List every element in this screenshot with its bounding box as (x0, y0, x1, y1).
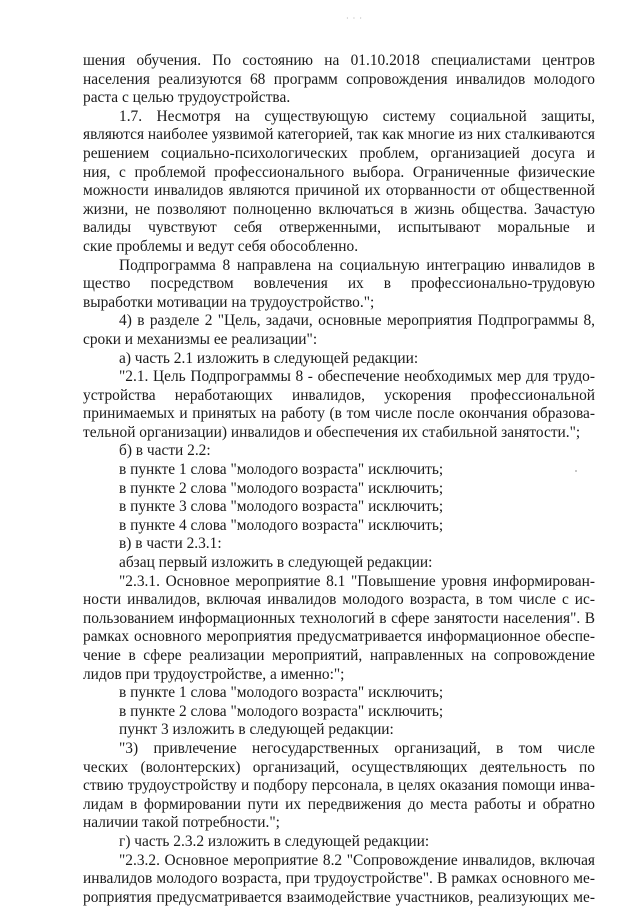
page-number-mark: · · · (346, 14, 363, 23)
text-line: являются наиболее уязвимой категорией, так как многие из них сталкиваются (83, 126, 595, 144)
text-line: валиды чувствуют себя отверженными, испытывают моральные и (83, 219, 595, 237)
document-body (83, 52, 595, 907)
text-line: рамках основного мероприятия предусматривается информационное обеспе- (83, 628, 595, 646)
text-line: тельной организации) инвалидов и обеспечения их стабильной занятости."; (83, 423, 581, 441)
text-line: сроки и механизмы ее реализации": (83, 330, 318, 348)
text-line: щество посредством вовлечения их в профессионально-трудовую (83, 275, 595, 293)
text-line: пользованием информационных технологий в сфере занятости населения". В (83, 609, 595, 627)
text-line: раста с целью трудоустройства. (83, 89, 291, 107)
text-line: 4) в разделе 2 "Цель, задачи, основные мероприятия Подпрограммы 8, (119, 312, 595, 330)
text-line: ствию трудоустройству и подбору персонала, в целях оказания помощи инва- (83, 777, 595, 795)
text-line: ности инвалидов, включая инвалидов молодого возраста, в том числе с ис- (83, 591, 595, 609)
text-line: в пункте 1 слова "молодого возраста" исключить; (119, 461, 444, 479)
text-line: а) часть 2.1 изложить в следующей редакции: (119, 349, 419, 367)
text-line: "2.1. Цель Подпрограммы 8 - обеспечение необходимых мер для трудо- (119, 368, 595, 386)
text-line: чение в сфере реализации мероприятий, направленных на сопровождение (83, 647, 595, 664)
text-line: принимаемых и принятых на работу (в том числе после окончания образова- (83, 405, 595, 423)
text-line: "3) привлечение негосударственных организаций, в том числе (119, 739, 595, 757)
text-line: абзац первый изложить в следующей редакции: (119, 554, 433, 572)
text-line: б) в части 2.2: (119, 442, 211, 460)
text-line: жизни, не позволяют полноценно включаться в жизнь общества. Зачастую (83, 200, 595, 218)
text-line: населения реализуются 68 программ сопровождения инвалидов молодого (83, 70, 595, 88)
text-line: шения обучения. По состоянию на 01.10.2018 специалистами центров (83, 52, 595, 69)
text-line: Подпрограмма 8 направлена на социальную интеграцию инвалидов в (119, 256, 595, 274)
text-line: ния, с проблемой профессионального выбора. Ограниченные физические (83, 163, 595, 181)
text-line: лидам в формировании пути их передвижения до места работы и обратно (83, 795, 595, 813)
text-line: наличии такой потребности."; (83, 814, 280, 832)
text-line: инвалидов молодого возраста, при трудоустройстве". В рамках основного ме- (83, 870, 595, 888)
text-line: устройства неработающих инвалидов, ускорения профессиональной (83, 386, 595, 404)
text-line: "2.3.2. Основное мероприятие 8.2 "Сопровождение инвалидов, включая (119, 851, 595, 869)
text-line: в пункте 4 слова "молодого возраста" исключить; (119, 516, 444, 534)
text-line: ские проблемы и ведут себя обособленно. (83, 237, 359, 255)
text-line: в пункте 2 слова "молодого возраста" исключить; (119, 479, 444, 497)
text-line: г) часть 2.3.2 изложить в следующей редакции: (119, 832, 430, 850)
text-line: роприятия предусматривается взаимодействие участников, реализующих ме- (83, 888, 595, 906)
text-line: пункт 3 изложить в следующей редакции: (119, 721, 394, 739)
text-line: ческих (волонтерских) организаций, осуществляющих деятельность по (83, 758, 595, 776)
text-line: решением социально-психологических проблем, организацией досуга и (83, 144, 595, 162)
text-line: можности инвалидов являются причиной их оторванности от общественной (83, 182, 595, 200)
text-line: лидов при трудоустройстве, а именно:"; (83, 665, 345, 683)
text-line: 1.7. Несмотря на существующую систему социальной защиты, (119, 107, 595, 125)
text-line: в пункте 2 слова "молодого возраста" исключить; (119, 702, 444, 720)
text-line: в) в части 2.3.1: (119, 535, 222, 553)
text-line: "2.3.1. Основное мероприятие 8.1 "Повышение уровня информирован- (119, 572, 595, 590)
text-line: в пункте 3 слова "молодого возраста" исключить; (119, 498, 444, 516)
text-line: в пункте 1 слова "молодого возраста" исключить; (119, 684, 444, 702)
text-line: выработки мотивации на трудоустройство."; (83, 293, 375, 311)
